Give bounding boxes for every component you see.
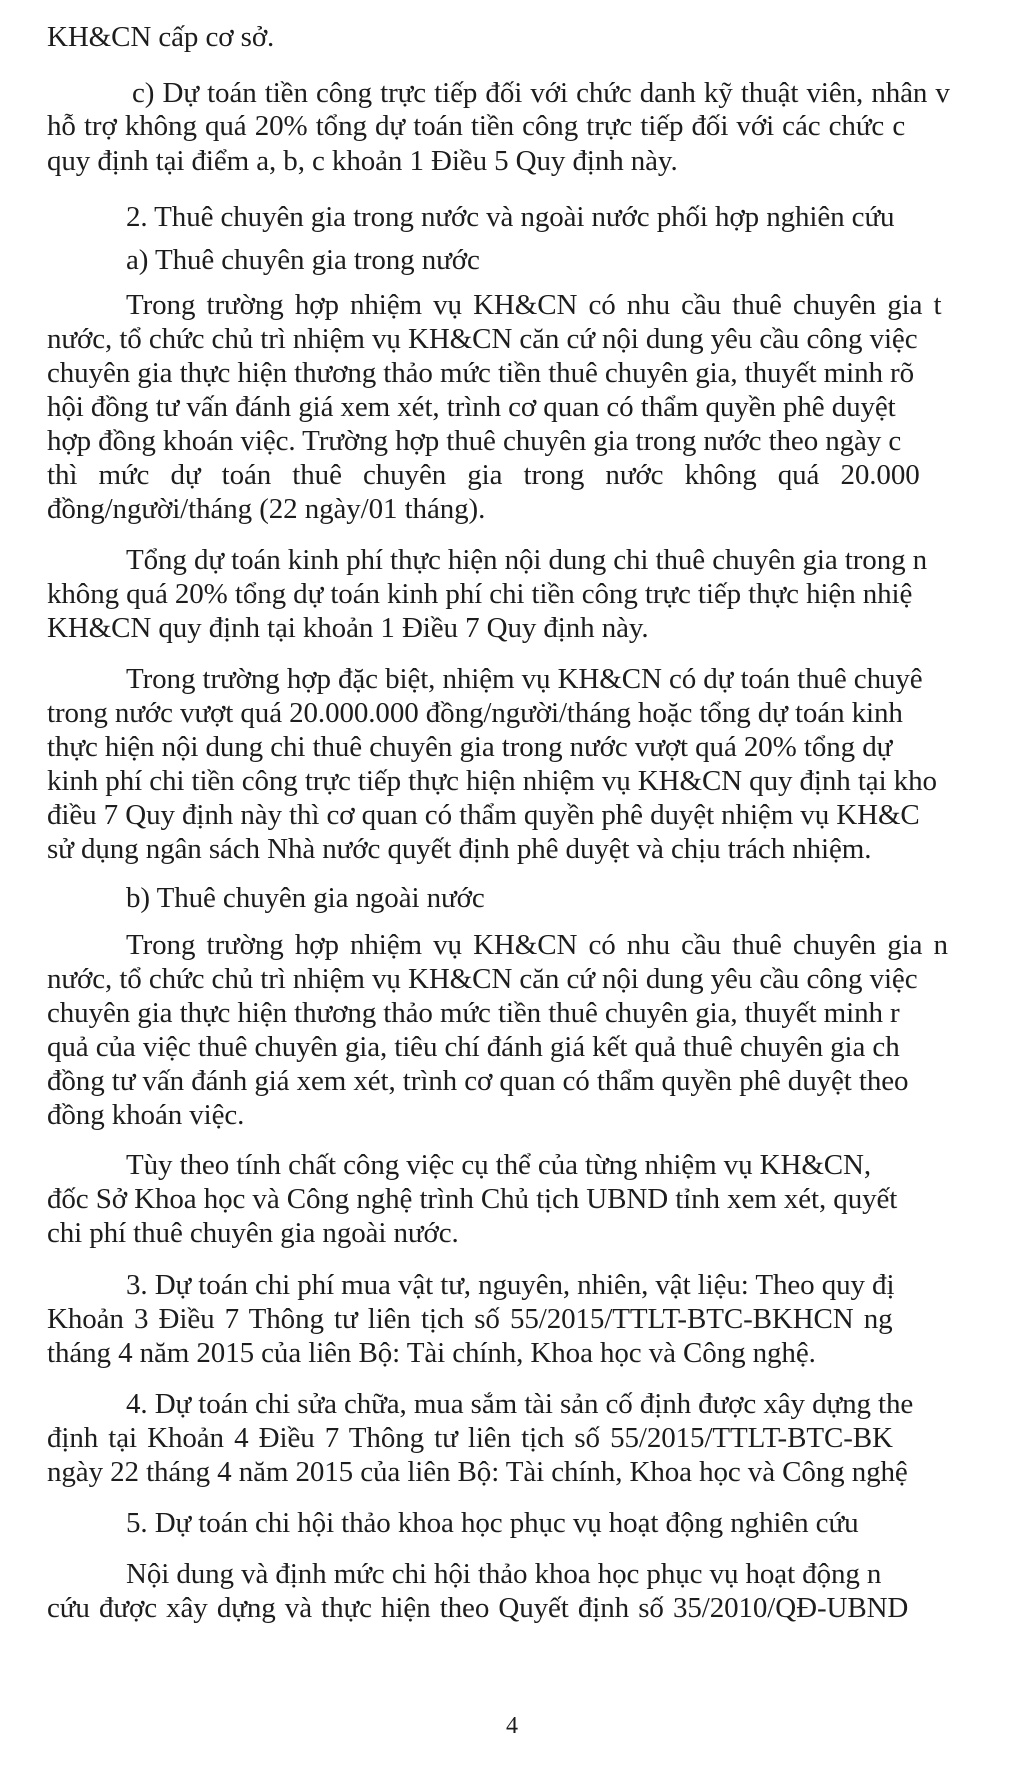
text-line: Tổng dự toán kinh phí thực hiện nội dung chi thuê chuyên gia trong n	[126, 544, 928, 576]
text-line: 4. Dự toán chi sửa chữa, mua sắm tài sản cố định được xây dựng the	[126, 1388, 914, 1420]
text-line: Trong trường hợp nhiệm vụ KH&CN có nhu cầu thuê chuyên gia t	[126, 289, 942, 321]
text-line: trong nước vượt quá 20.000.000 đồng/người/tháng hoặc tổng dự toán kinh	[47, 697, 903, 729]
text-line: KH&CN quy định tại khoản 1 Điều 7 Quy định này.	[47, 612, 649, 644]
text-line: Nội dung và định mức chi hội thảo khoa học phục vụ hoạt động n	[126, 1558, 882, 1590]
text-line: thực hiện nội dung chi thuê chuyên gia trong nước vượt quá 20% tổng dự	[47, 731, 893, 763]
text-line: Khoản 3 Điều 7 Thông tư liên tịch số 55/2015/TTLT-BTC-BKHCN ng	[47, 1303, 893, 1335]
text-line: c) Dự toán tiền công trực tiếp đối với chức danh kỹ thuật viên, nhân v	[132, 77, 950, 109]
page-number: 4	[506, 1713, 518, 1739]
text-line: hội đồng tư vấn đánh giá xem xét, trình cơ quan có thẩm quyền phê duyệt	[47, 391, 896, 423]
text-line: thì mức dự toán thuê chuyên gia trong nước không quá 20.000	[47, 459, 920, 491]
text-line: 3. Dự toán chi phí mua vật tư, nguyên, nhiên, vật liệu: Theo quy đị	[126, 1269, 895, 1301]
text-line: chi phí thuê chuyên gia ngoài nước.	[47, 1217, 459, 1249]
text-line: sử dụng ngân sách Nhà nước quyết định phê duyệt và chịu trách nhiệm.	[47, 833, 872, 865]
text-line: định tại Khoản 4 Điều 7 Thông tư liên tịch số 55/2015/TTLT-BTC-BK	[47, 1422, 893, 1454]
subsection-heading: b) Thuê chuyên gia ngoài nước	[126, 882, 485, 914]
text-line: nước, tổ chức chủ trì nhiệm vụ KH&CN căn cứ nội dung yêu cầu công việc	[47, 323, 918, 355]
text-line: quả của việc thuê chuyên gia, tiêu chí đánh giá kết quả thuê chuyên gia ch	[47, 1031, 900, 1063]
text-line: hợp đồng khoán việc. Trường hợp thuê chuyên gia trong nước theo ngày c	[47, 425, 902, 457]
text-line: hỗ trợ không quá 20% tổng dự toán tiền công trực tiếp đối với các chức c	[47, 110, 906, 142]
text-line: điều 7 Quy định này thì cơ quan có thẩm quyền phê duyệt nhiệm vụ KH&C	[47, 799, 920, 831]
section-heading: 5. Dự toán chi hội thảo khoa học phục vụ hoạt động nghiên cứu	[126, 1507, 859, 1539]
text-line: kinh phí chi tiền công trực tiếp thực hiện nhiệm vụ KH&CN quy định tại kho	[47, 765, 937, 797]
text-line: tháng 4 năm 2015 của liên Bộ: Tài chính, Khoa học và Công nghệ.	[47, 1337, 816, 1369]
text-line: KH&CN cấp cơ sở.	[47, 21, 275, 53]
text-line: quy định tại điểm a, b, c khoản 1 Điều 5 Quy định này.	[47, 145, 678, 177]
text-line: đồng tư vấn đánh giá xem xét, trình cơ quan có thẩm quyền phê duyệt theo	[47, 1065, 909, 1097]
text-line: Tùy theo tính chất công việc cụ thể của từng nhiệm vụ KH&CN,	[126, 1149, 872, 1181]
text-line: nước, tổ chức chủ trì nhiệm vụ KH&CN căn cứ nội dung yêu cầu công việc	[47, 963, 918, 995]
section-heading: 2. Thuê chuyên gia trong nước và ngoài nước phối hợp nghiên cứu	[126, 201, 895, 233]
text-line: chuyên gia thực hiện thương thảo mức tiền thuê chuyên gia, thuyết minh rõ	[47, 357, 914, 389]
text-line: Trong trường hợp đặc biệt, nhiệm vụ KH&CN có dự toán thuê chuyê	[126, 663, 923, 695]
text-line: chuyên gia thực hiện thương thảo mức tiền thuê chuyên gia, thuyết minh r	[47, 997, 900, 1029]
text-line: đồng/người/tháng (22 ngày/01 tháng).	[47, 493, 486, 525]
text-line: đốc Sở Khoa học và Công nghệ trình Chủ tịch UBND tỉnh xem xét, quyết	[47, 1183, 898, 1215]
text-line: không quá 20% tổng dự toán kinh phí chi tiền công trực tiếp thực hiện nhiệ	[47, 578, 913, 610]
text-line: ngày 22 tháng 4 năm 2015 của liên Bộ: Tài chính, Khoa học và Công nghệ	[47, 1456, 908, 1488]
text-line: đồng khoán việc.	[47, 1099, 245, 1131]
subsection-heading: a) Thuê chuyên gia trong nước	[126, 244, 480, 276]
text-line: Trong trường hợp nhiệm vụ KH&CN có nhu cầu thuê chuyên gia n	[126, 929, 948, 961]
text-line: cứu được xây dựng và thực hiện theo Quyết định số 35/2010/QĐ-UBND	[47, 1592, 909, 1624]
